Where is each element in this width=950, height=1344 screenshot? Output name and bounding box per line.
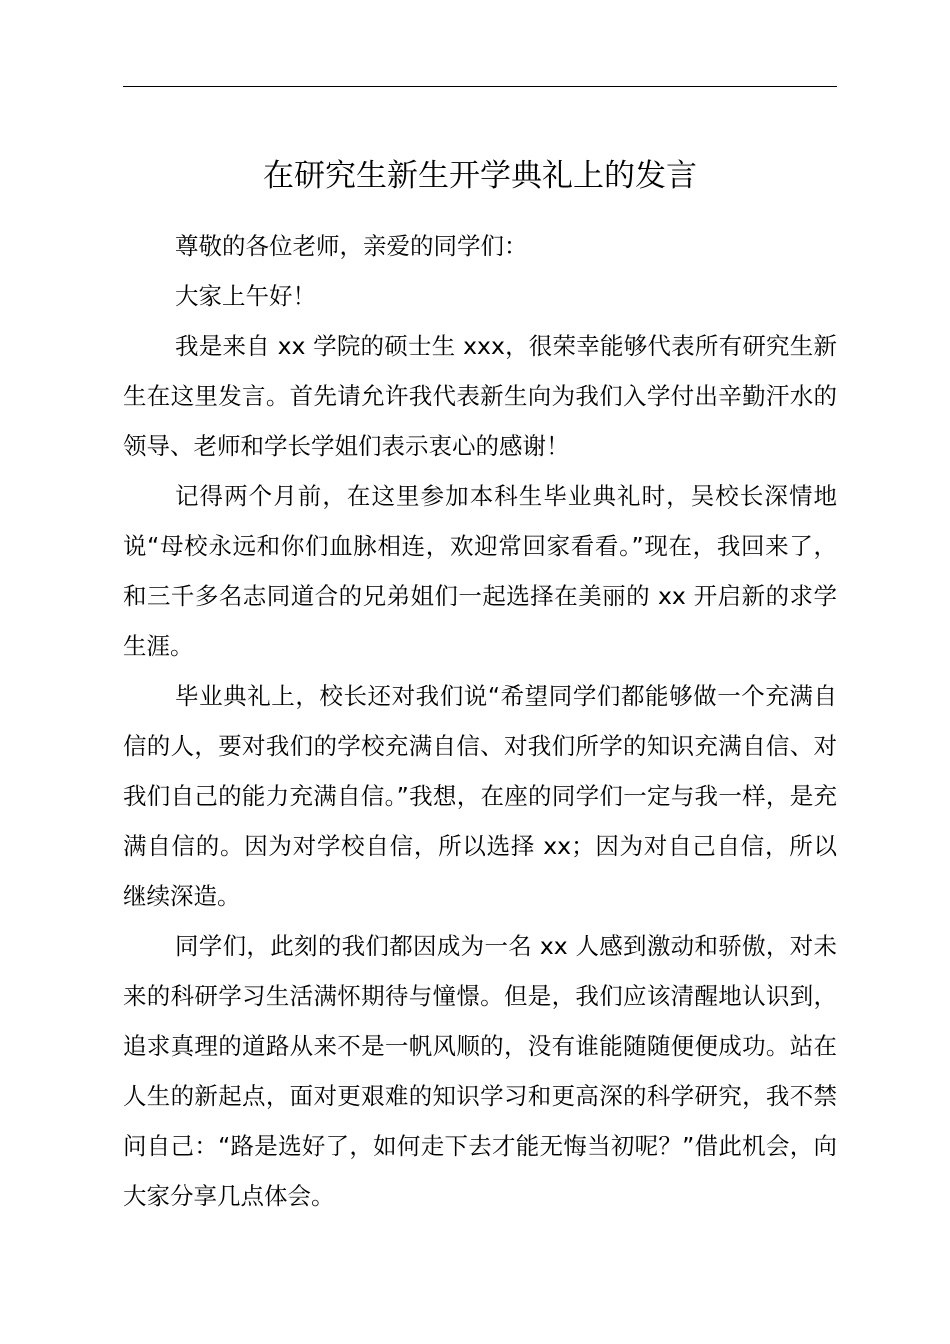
reflection-paragraph: 同学们，此刻的我们都因成为一名 xx 人感到激动和骄傲，对未来的科研学习生活满怀期待与憧憬。但是，我们应该清醒地认识到，追求真理的道路从来不是一帆风顺的，没有谁能随随便便成功。站在人生的新起点，面对更艰难的知识学习和更高深的科学研究，我不禁问自己：“路是选好了，如何走下去才能无悔当初呢？”借此机会，向大家分享几点体会。 [123, 932, 837, 1210]
introduction-paragraph: 我是来自 xx 学院的硕士生 xxx，很荣幸能够代表所有研究生新生在这里发言。首先请允许我代表新生向为我们入学付出辛勤汗水的领导、老师和学长学姐们表示衷心的感谢！ [123, 332, 837, 460]
greeting-paragraph: 大家上午好！ [175, 282, 316, 310]
header-rule [123, 86, 837, 87]
salutation-paragraph: 尊敬的各位老师，亲爱的同学们： [175, 232, 528, 260]
memory-paragraph: 记得两个月前，在这里参加本科生毕业典礼时，吴校长深情地说“母校永远和你们血脉相连，欢迎常回家看看。”现在，我回来了，和三千多名志同道合的兄弟姐们一起选择在美丽的 xx 开启新的求学生涯。 [123, 482, 837, 660]
document-title: 在研究生新生开学典礼上的发言 [263, 158, 697, 194]
confidence-paragraph: 毕业典礼上，校长还对我们说“希望同学们都能够做一个充满自信的人，要对我们的学校充满自信、对我们所学的知识充满自信、对我们自己的能力充满自信。”我想，在座的同学们一定与我一样，是充满自信的。因为对学校自信，所以选择 xx；因为对自己自信，所以继续深造。 [123, 682, 837, 910]
document-body [123, 221, 837, 1221]
